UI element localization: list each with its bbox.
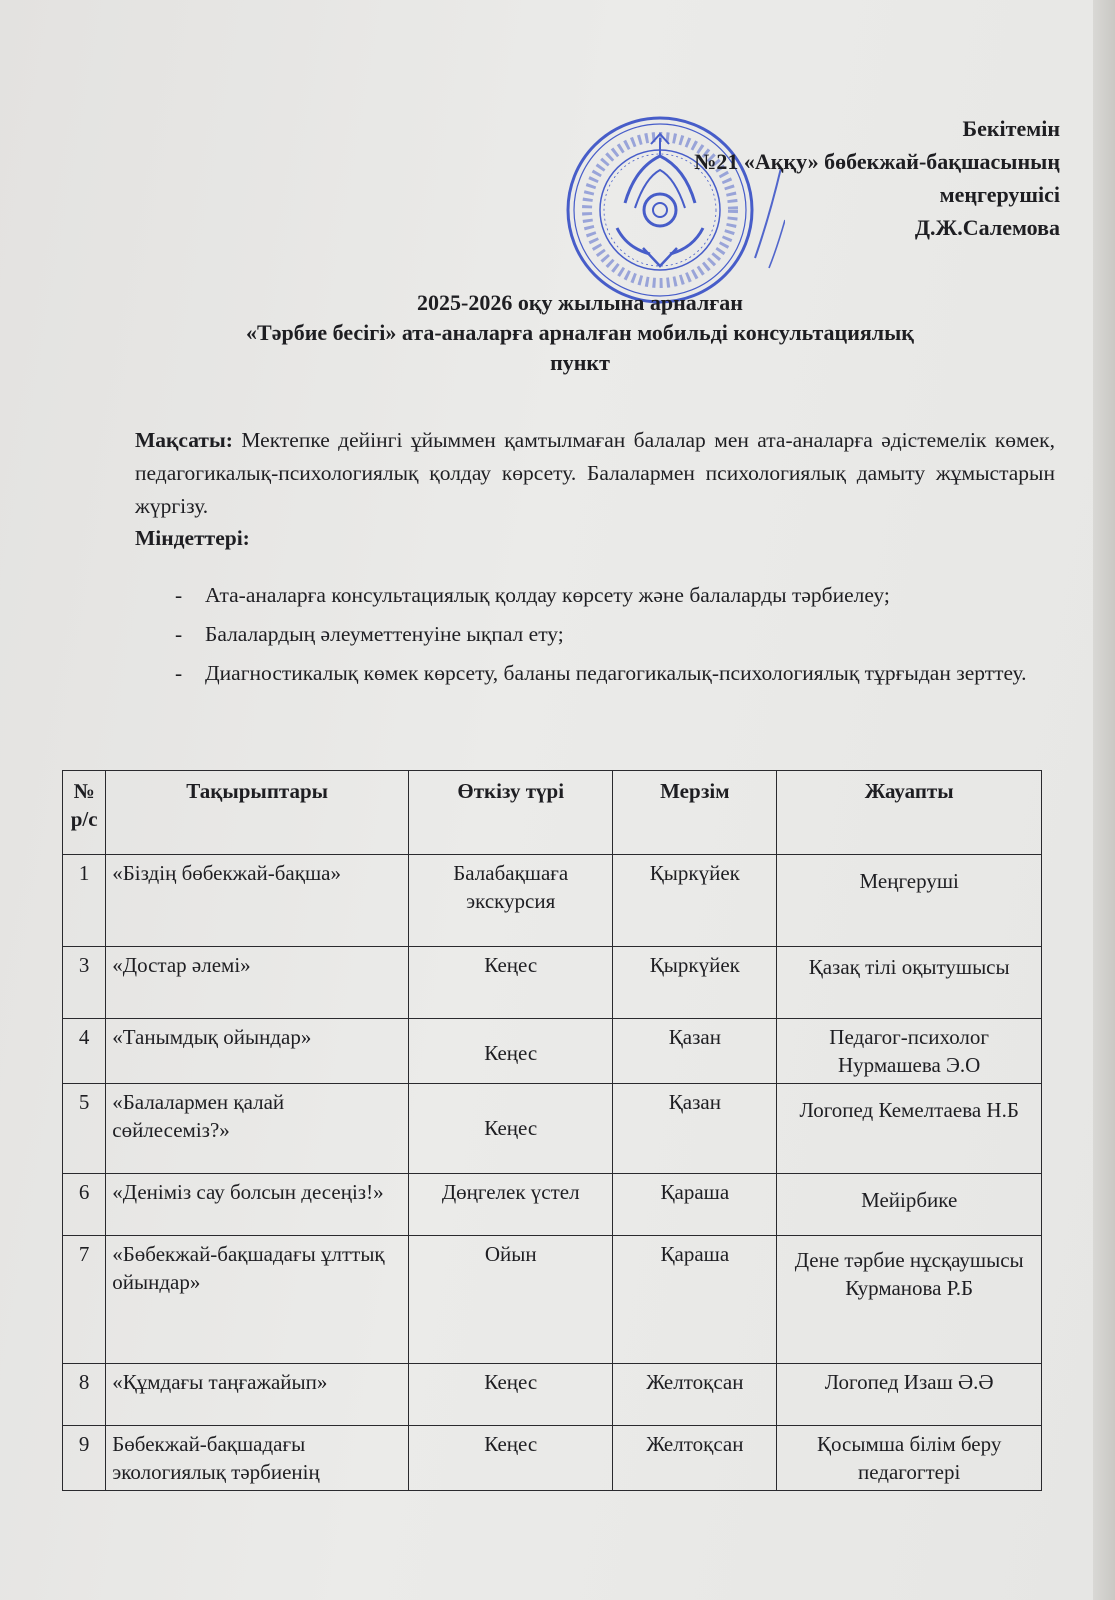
document-title: [150, 288, 1010, 378]
goal-paragraph: [135, 424, 1055, 523]
tasks-label: Міндеттері:: [135, 526, 250, 550]
paper-edge-shadow: [1093, 0, 1115, 1600]
table-row: 9 Бөбекжай-бақшадағы экологиялық тәрбиенің Кеңес Желтоқсан Қосымша білім беру педагогтері: [63, 1426, 1042, 1491]
header-term: Мерзім: [613, 771, 777, 855]
goal-label: Мақсаты:: [135, 428, 233, 452]
table-row: 3 «Достар әлемі» Кеңес Қыркүйек Қазақ тілі оқытушысы: [63, 947, 1042, 1019]
title-main: «Тәрбие бесігі» ата-аналарға арналған мобильді консультациялық: [246, 320, 914, 345]
goal-text: Мектепке дейінгі ұйыммен қамтылмаған балалар мен ата-аналарға әдістемелік көмек, педагогикалық-психологиялық қолдау көрсету. Балалармен психологиялық дамыту жұмыстарын жүргізу.: [135, 428, 1055, 518]
table-row: 1 «Біздің бөбекжай-бақша» Балабақшаға экскурсия Қыркүйек Меңгеруші: [63, 855, 1042, 947]
task-item: - Балалардың әлеуметтенуіне ықпал ету;: [175, 619, 1035, 649]
approval-word: Бекітемін: [962, 116, 1060, 141]
table-row: 6 «Деніміз сау болсын десеңіз!» Дөңгелек үстел Қараша Мейірбике: [63, 1174, 1042, 1236]
title-end: пункт: [550, 350, 610, 375]
approval-position: меңгерушісі: [939, 182, 1060, 207]
header-responsible: Жауапты: [777, 771, 1042, 855]
dash-bullet-icon: -: [175, 583, 183, 607]
table-row: 8 «Құмдағы таңғажайып» Кеңес Желтоқсан Логопед Изаш Ә.Ә: [63, 1364, 1042, 1426]
plan-table: [62, 770, 1042, 1491]
title-year: 2025-2026 оқу жылына арналған: [417, 290, 743, 315]
dash-bullet-icon: -: [175, 661, 183, 685]
header-form: Өткізу түрі: [409, 771, 613, 855]
dash-bullet-icon: -: [175, 622, 183, 646]
approval-organization: №21 «Аққу» бөбекжай-бақшасының: [694, 149, 1060, 174]
task-item: - Диагностикалық көмек көрсету, баланы педагогикалық-психологиялық тұрғыдан зерттеу.: [175, 658, 1035, 688]
table-header-row: [63, 771, 1042, 855]
table-row: 7 «Бөбекжай-бақшадағы ұлттық ойындар» Ойын Қараша Дене тәрбие нұсқаушысы Курманова Р.Б: [63, 1236, 1042, 1364]
table-row: 4 «Танымдық ойындар» Кеңес Қазан Педагог-психолог Нурмашева Э.О: [63, 1019, 1042, 1084]
tasks-list: [175, 580, 1035, 697]
approval-signatory: Д.Ж.Салемова: [914, 215, 1060, 240]
task-item: - Ата-аналарға консультациялық қолдау көрсету және балаларды тәрбиелеу;: [175, 580, 1035, 610]
table-row: 5 «Балалармен қалай сөйлесеміз?» Кеңес Қазан Логопед Кемелтаева Н.Б: [63, 1084, 1042, 1174]
header-number: № р/с: [63, 771, 106, 855]
approval-block: [694, 112, 1060, 244]
header-topic: Тақырыптары: [106, 771, 409, 855]
